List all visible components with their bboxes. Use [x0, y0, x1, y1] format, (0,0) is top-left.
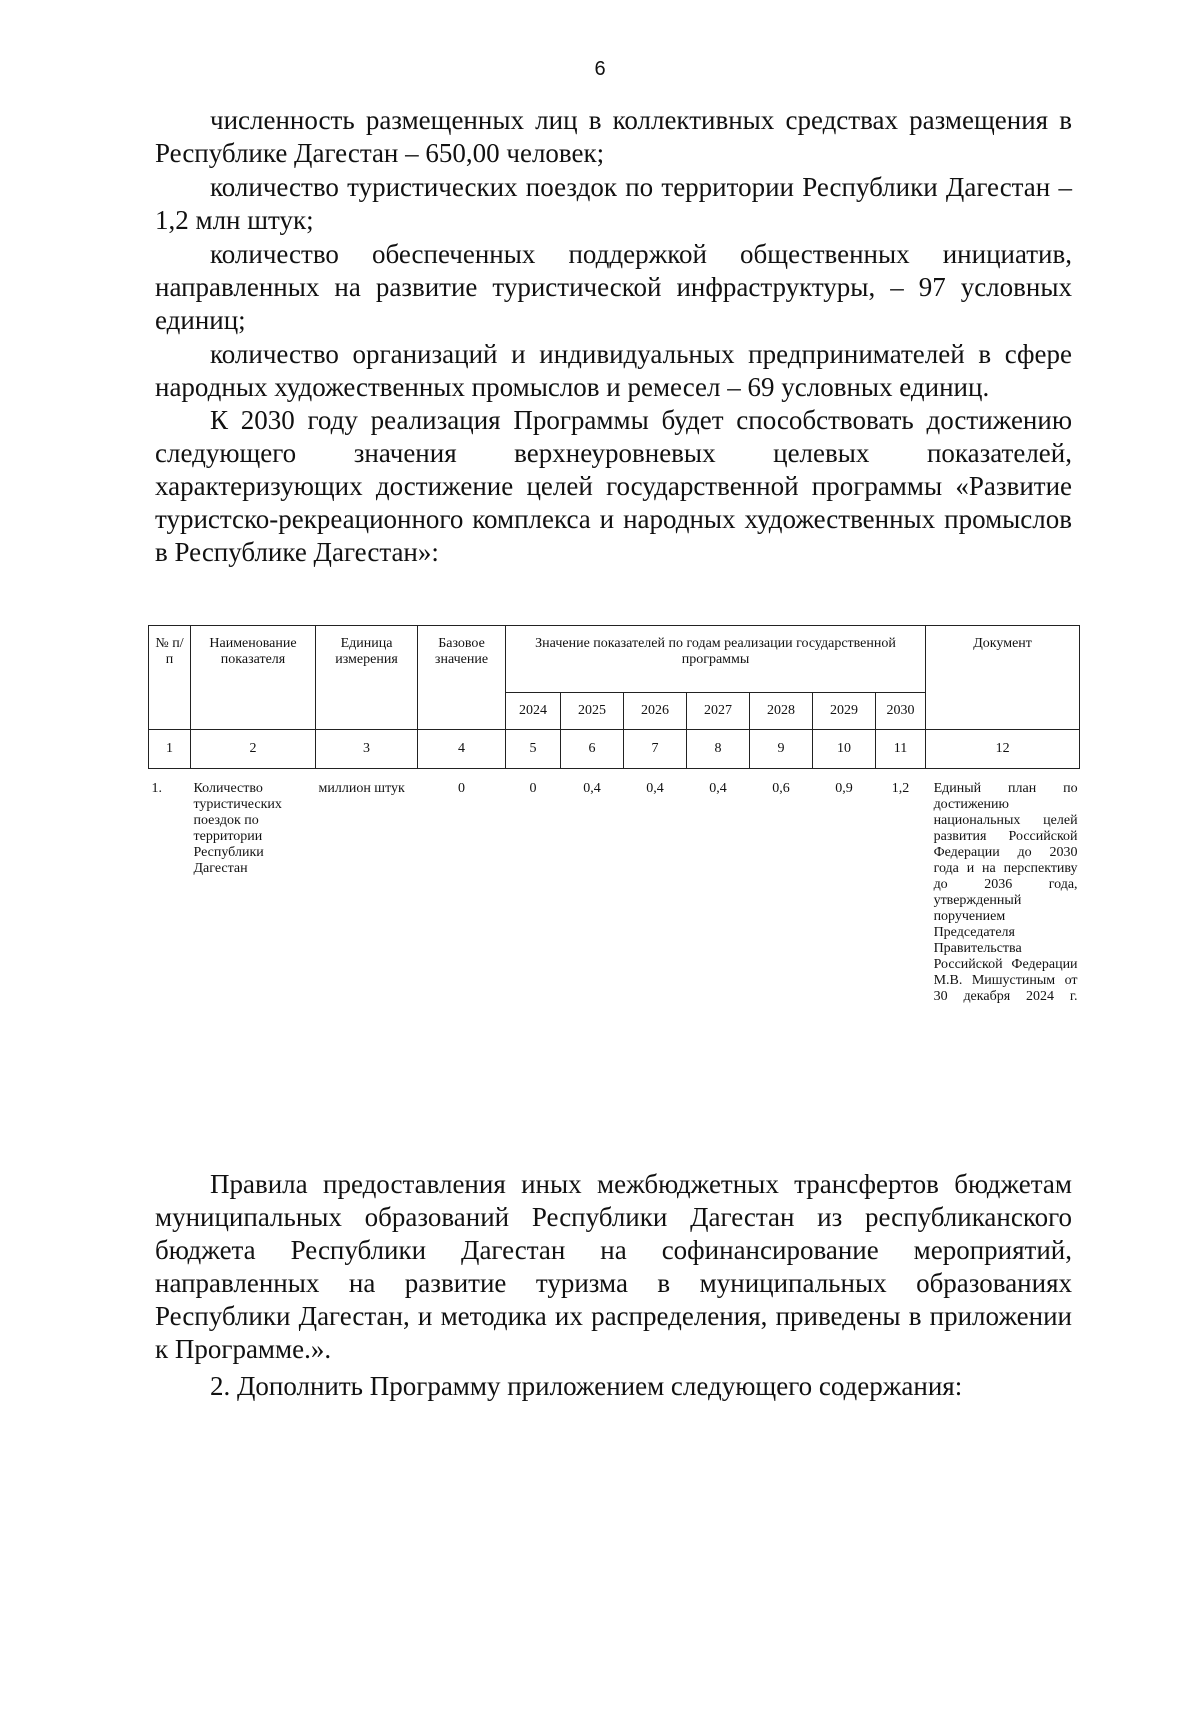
column-number: 12 — [926, 730, 1080, 769]
header-values-group: Значение показателей по годам реализации государственной программы — [506, 626, 926, 693]
row-value-2024: 0 — [529, 781, 537, 796]
row-value-2028: 0,6 — [772, 781, 790, 796]
row-num: 1. — [151, 781, 162, 796]
column-number: 7 — [624, 730, 687, 769]
paragraph: количество туристических поездок по территории Республики Дагестан – 1,2 млн штук; — [155, 172, 1072, 235]
row-value-2027: 0,4 — [709, 781, 727, 796]
year-header: 2025 — [561, 693, 624, 730]
column-number: 3 — [316, 730, 418, 769]
paragraph: численность размещенных лиц в коллективных средствах размещения в Республике Дагестан – 650,00 человек; — [155, 105, 1072, 168]
column-number: 6 — [561, 730, 624, 769]
column-number: 4 — [418, 730, 506, 769]
row-value-2030: 1,2 — [891, 781, 910, 796]
year-header: 2024 — [506, 693, 561, 730]
year-header: 2027 — [687, 693, 750, 730]
row-base: 0 — [458, 781, 465, 796]
closing-text — [155, 1168, 1072, 1407]
column-number: 1 — [149, 730, 191, 769]
column-number: 9 — [750, 730, 813, 769]
column-number: 5 — [506, 730, 561, 769]
paragraph: Правила предоставления иных межбюджетных трансфертов бюджетам муниципальных образований Республики Дагестан из республиканского бюджета Республики Дагестан на софинансирование мероприятий, направленных на развитие туризма в муниципальных образованиях Республики Дагестан, и методика их распределения, приведены в приложении к Программе.». — [155, 1169, 1072, 1364]
column-number: 2 — [191, 730, 316, 769]
row-value-2029: 0,9 — [835, 781, 853, 796]
header-name: Наименование показателя — [191, 626, 316, 730]
paragraph: К 2030 году реализация Программы будет способствовать достижению следующего значения верхнеуровневых целевых показателей, характеризующих достижение целей государственной программы «Развитие туристско-рекреационного комплекса и народных художественных промыслов в Республике Дагестан»: — [155, 405, 1072, 567]
year-header: 2026 — [624, 693, 687, 730]
row-value-2026: 0,4 — [646, 781, 664, 796]
year-header: 2030 — [876, 693, 926, 730]
column-number: 8 — [687, 730, 750, 769]
row-name: Количество туристических поездок по территории Республики Дагестан — [193, 781, 282, 876]
column-number: 10 — [813, 730, 876, 769]
row-document: Единый план по достижению национальных целей развития Российской Федерации до 2030 года и на перспективу до 2036 года, утвержденный поручением Председателя Правительства Российской Федерации М.В. Мишустиным от 30 декабря 2024 г. — [933, 781, 1078, 1004]
column-number: 11 — [876, 730, 926, 769]
year-header: 2028 — [750, 693, 813, 730]
intro-text — [155, 104, 1072, 569]
paragraph: 2. Дополнить Программу приложением следующего содержания: — [210, 1371, 963, 1401]
row-value-2025: 0,4 — [583, 781, 601, 796]
header-base: Базовое значение — [418, 626, 506, 730]
table-row — [149, 769, 1080, 1010]
paragraph: количество организаций и индивидуальных предпринимателей в сфере народных художественных промыслов и ремесел – 69 условных единиц. — [155, 339, 1072, 402]
header-num: № п/п — [149, 626, 191, 730]
header-document: Документ — [926, 626, 1080, 730]
indicators-table — [148, 625, 1080, 1009]
paragraph: количество обеспеченных поддержкой общественных инициатив, направленных на развитие туристической инфраструктуры, – 97 условных единиц; — [155, 239, 1072, 335]
page-number: 6 — [594, 58, 606, 80]
row-unit: миллион штук — [318, 781, 405, 796]
year-header: 2029 — [813, 693, 876, 730]
header-unit: Единица измерения — [316, 626, 418, 730]
